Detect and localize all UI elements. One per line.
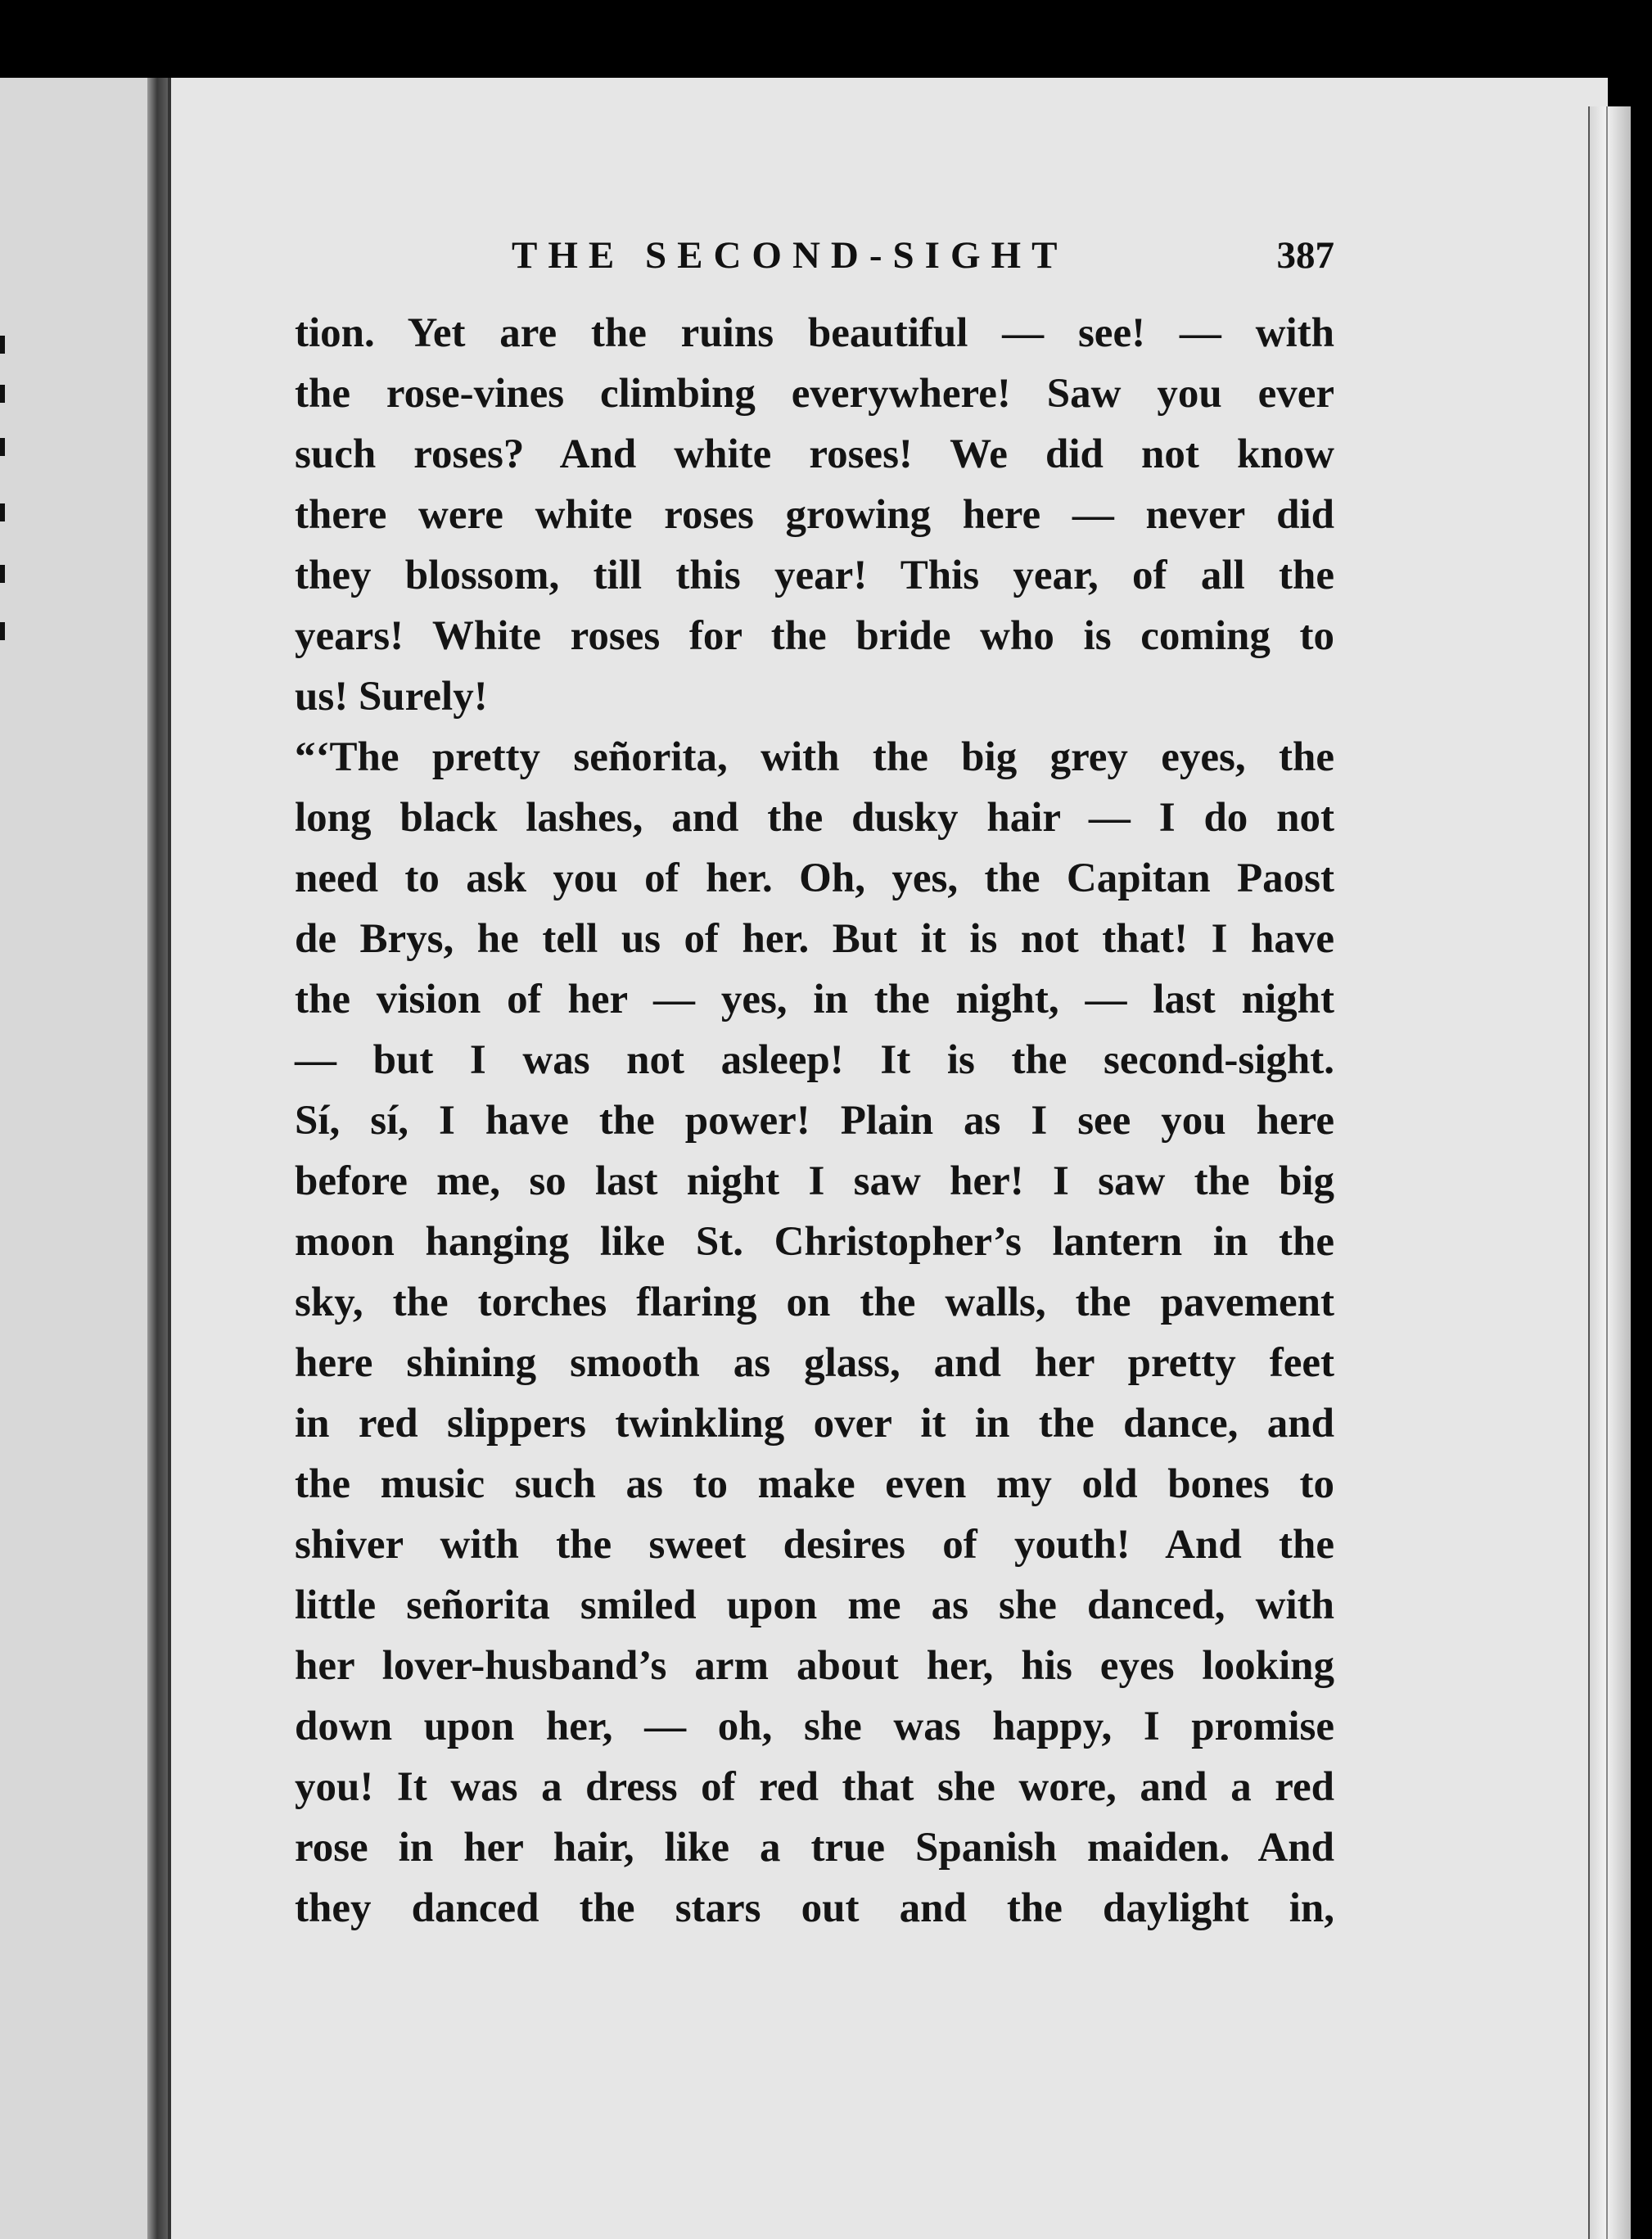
text-line: Sí, sí, I have the power! Plain as I see you here	[295, 1098, 1334, 1144]
text-line: us! Surely!	[295, 674, 488, 720]
text-line: de Brys, he tell us of her. But it is not that! I have	[295, 916, 1334, 962]
running-head	[295, 233, 1334, 299]
text-line: years! White roses for the bride who is coming to	[295, 613, 1334, 659]
text-line: they danced the stars out and the daylight in,	[295, 1885, 1334, 1931]
text-line: they blossom, till this year! This year, of all the	[295, 553, 1334, 598]
text-line: long black lashes, and the dusky hair — I do not	[295, 795, 1334, 841]
text-line: need to ask you of her. Oh, yes, the Capitan Paost	[295, 855, 1334, 901]
text-line: the music such as to make even my old bones to	[295, 1461, 1334, 1507]
text-line: down upon her, — oh, she was happy, I promise	[295, 1704, 1334, 1749]
text-line: here shining smooth as glass, and her pretty feet	[295, 1340, 1334, 1386]
text-line: rose in her hair, like a true Spanish maiden. And	[295, 1825, 1334, 1871]
text-line: in red slippers twinkling over it in the dance, and	[295, 1401, 1334, 1447]
page-number: 387	[1276, 234, 1334, 277]
facing-page-edge	[0, 78, 147, 2239]
text-line: little señorita smiled upon me as she danced, with	[295, 1582, 1334, 1628]
text-line: sky, the torches flaring on the walls, the pavement	[295, 1280, 1334, 1325]
text-line: before me, so last night I saw her! I saw the big	[295, 1158, 1334, 1204]
text-line: “‘The pretty señorita, with the big grey eyes, the	[295, 734, 1334, 780]
text-line: — but I was not asleep! It is the second-sight.	[295, 1037, 1334, 1083]
text-line: her lover-husband’s arm about her, his eyes looking	[295, 1643, 1334, 1689]
text-line: the vision of her — yes, in the night, — last night	[295, 977, 1334, 1022]
text-line: such roses? And white roses! We did not know	[295, 431, 1334, 477]
text-line: you! It was a dress of red that she wore, and a red	[295, 1764, 1334, 1810]
body-text	[295, 303, 1334, 1939]
page-stack-edge	[1588, 106, 1631, 2239]
text-line: moon hanging like St. Christopher’s lantern in the	[295, 1219, 1334, 1265]
text-line: tion. Yet are the ruins beautiful — see! — with	[295, 310, 1334, 356]
text-line: shiver with the sweet desires of youth! And the	[295, 1522, 1334, 1568]
running-title: THE SECOND-SIGHT	[512, 234, 1068, 277]
text-line: there were white roses growing here — never did	[295, 492, 1334, 538]
text-line: the rose-vines climbing everywhere! Saw you ever	[295, 371, 1334, 417]
